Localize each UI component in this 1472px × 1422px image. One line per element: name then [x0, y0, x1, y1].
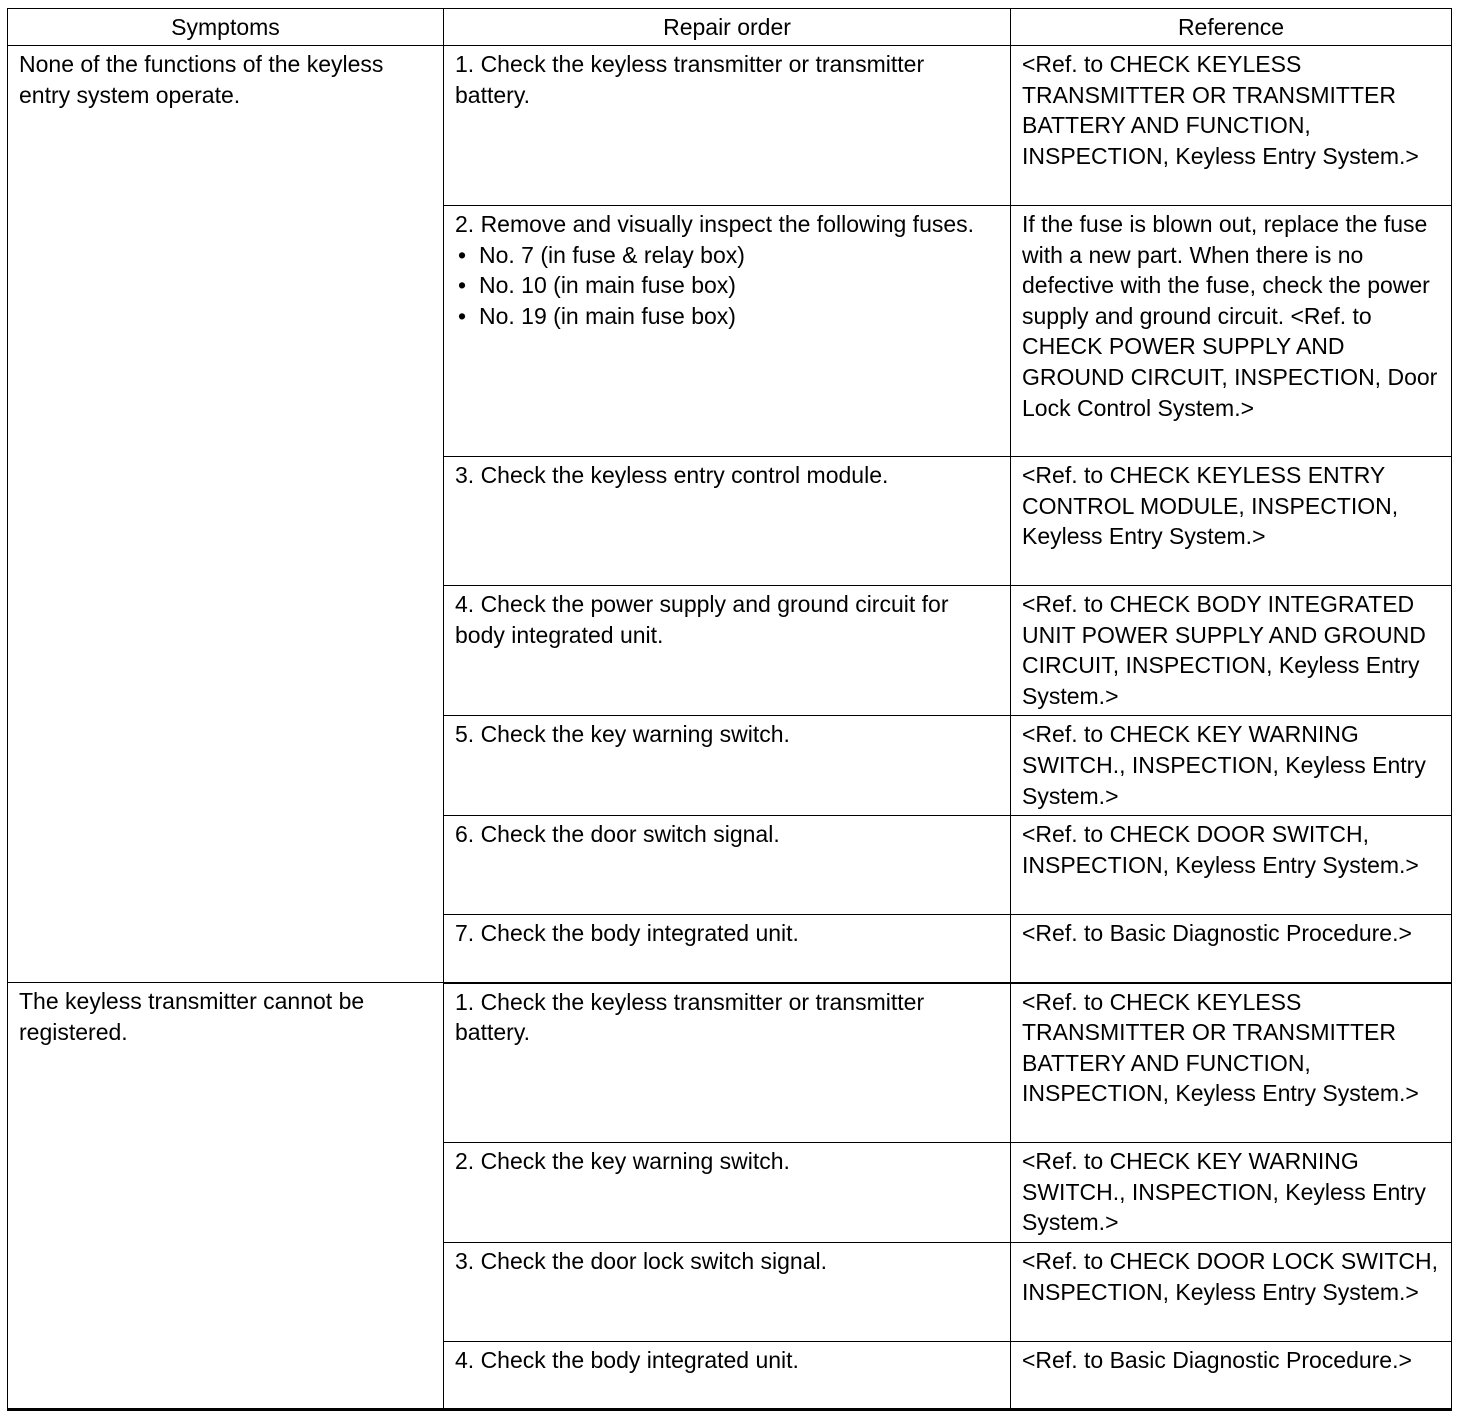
- reference-cell: <Ref. to CHECK KEYLESS TRANSMITTER OR TRANSMITTER BATTERY AND FUNCTION, INSPECTION, Keyless Entry System.>: [1011, 46, 1452, 206]
- reference-cell: <Ref. to Basic Diagnostic Procedure.>: [1011, 915, 1452, 983]
- repair-cell: [444, 206, 1011, 457]
- repair-cell: 4. Check the body integrated unit.: [444, 1341, 1011, 1409]
- reference-cell: <Ref. to CHECK KEYLESS TRANSMITTER OR TRANSMITTER BATTERY AND FUNCTION, INSPECTION, Keyless Entry System.>: [1011, 983, 1452, 1143]
- reference-cell: <Ref. to Basic Diagnostic Procedure.>: [1011, 1341, 1452, 1409]
- table-row: [8, 46, 1452, 206]
- reference-cell: <Ref. to CHECK DOOR SWITCH, INSPECTION, Keyless Entry System.>: [1011, 816, 1452, 915]
- repair-cell: 6. Check the door switch signal.: [444, 816, 1011, 915]
- reference-cell: <Ref. to CHECK DOOR LOCK SWITCH, INSPECTION, Keyless Entry System.>: [1011, 1242, 1452, 1341]
- diagnostic-table: [7, 8, 1452, 1411]
- repair-cell: 1. Check the keyless transmitter or transmitter battery.: [444, 46, 1011, 206]
- reference-cell: <Ref. to CHECK KEY WARNING SWITCH., INSPECTION, Keyless Entry System.>: [1011, 716, 1452, 816]
- reference-cell: <Ref. to CHECK BODY INTEGRATED UNIT POWER SUPPLY AND GROUND CIRCUIT, INSPECTION, Keyless Entry System.>: [1011, 586, 1452, 716]
- repair-cell: 2. Check the key warning switch.: [444, 1143, 1011, 1243]
- header-repair-order: Repair order: [444, 9, 1011, 46]
- repair-cell: 3. Check the door lock switch signal.: [444, 1242, 1011, 1341]
- repair-cell: 5. Check the key warning switch.: [444, 716, 1011, 816]
- table-row: [8, 983, 1452, 1143]
- symptom-cell: The keyless transmitter cannot be registered.: [8, 983, 444, 1410]
- repair-cell: 4. Check the power supply and ground circuit for body integrated unit.: [444, 586, 1011, 716]
- reference-cell: <Ref. to CHECK KEYLESS ENTRY CONTROL MODULE, INSPECTION, Keyless Entry System.>: [1011, 457, 1452, 586]
- repair-cell: 3. Check the keyless entry control module.: [444, 457, 1011, 586]
- fuse-item: • No. 19 (in main fuse box): [455, 301, 1000, 332]
- reference-cell: If the fuse is blown out, replace the fuse with a new part. When there is no defective with the fuse, check the power supply and ground circuit. <Ref. to CHECK POWER SUPPLY AND GROUND CIRCUIT, INSPECTION, Door Lock Control System.>: [1011, 206, 1452, 457]
- repair-cell: 1. Check the keyless transmitter or transmitter battery.: [444, 983, 1011, 1143]
- fuse-item: • No. 7 (in fuse & relay box): [455, 240, 1000, 271]
- fuse-item: • No. 10 (in main fuse box): [455, 270, 1000, 301]
- repair-cell: 7. Check the body integrated unit.: [444, 915, 1011, 983]
- header-row: [8, 9, 1452, 46]
- reference-cell: <Ref. to CHECK KEY WARNING SWITCH., INSPECTION, Keyless Entry System.>: [1011, 1143, 1452, 1243]
- repair-text: 2. Remove and visually inspect the following fuses.: [455, 211, 975, 237]
- header-symptoms: Symptoms: [8, 9, 444, 46]
- fuse-list: [455, 240, 1000, 332]
- header-reference: Reference: [1011, 9, 1452, 46]
- symptom-cell: None of the functions of the keyless entry system operate.: [8, 46, 444, 983]
